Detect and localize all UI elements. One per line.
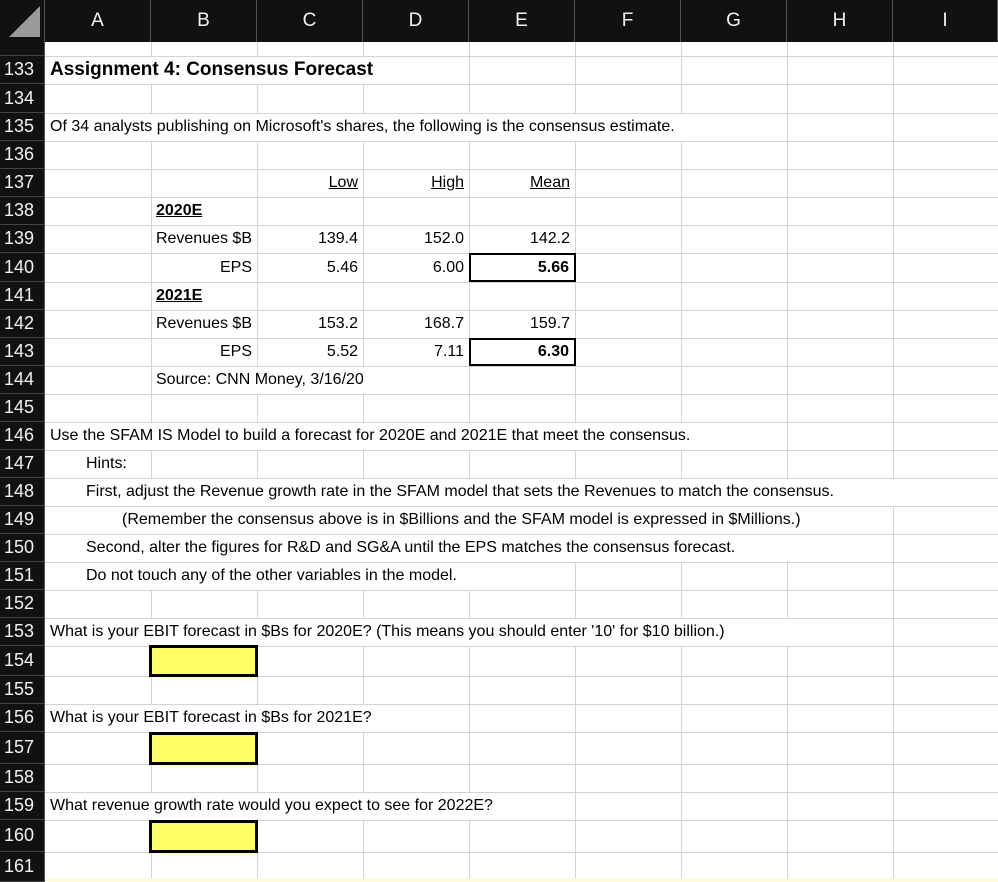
row-header-143[interactable]: 143 xyxy=(0,338,45,366)
row-header-153[interactable]: 153 xyxy=(0,618,45,646)
header-high: High xyxy=(431,174,464,191)
column-header-h[interactable]: H xyxy=(787,0,893,42)
hint-warning: Do not touch any of the other variables in the model. xyxy=(86,567,457,584)
row-header-148[interactable]: 148 xyxy=(0,478,45,506)
revenue-mean-2020[interactable]: 142.2 xyxy=(529,230,570,247)
gridline xyxy=(893,42,894,882)
answer-cell-ebit-2020[interactable] xyxy=(149,645,258,677)
select-all-triangle-icon xyxy=(0,0,45,42)
revenue-mean-2021[interactable]: 159.7 xyxy=(529,315,570,332)
row-header-152[interactable]: 152 xyxy=(0,590,45,618)
row-header-155[interactable]: 155 xyxy=(0,676,45,704)
hint-note: (Remember the consensus above is in $Billions and the SFAM model is expressed in $Millions.) xyxy=(122,511,801,528)
column-header-c[interactable]: C xyxy=(257,0,363,42)
gridline xyxy=(363,42,364,882)
gridline xyxy=(787,42,788,882)
column-header-a[interactable]: A xyxy=(45,0,151,42)
eps-low-2021[interactable]: 5.52 xyxy=(326,343,358,360)
column-header-d[interactable]: D xyxy=(363,0,469,42)
row-header-134[interactable]: 134 xyxy=(0,84,45,113)
eps-label: EPS xyxy=(219,343,252,360)
row-header-159[interactable]: 159 xyxy=(0,792,45,820)
row-header-141[interactable]: 141 xyxy=(0,282,45,310)
row-header-149[interactable]: 149 xyxy=(0,506,45,534)
hints-label: Hints: xyxy=(86,455,127,472)
revenue-label: Revenues $B xyxy=(155,315,252,332)
row-header-151[interactable]: 151 xyxy=(0,562,45,590)
row-header-136[interactable]: 136 xyxy=(0,141,45,169)
row-header-146[interactable]: 146 xyxy=(0,422,45,450)
row-header-161[interactable]: 161 xyxy=(0,852,45,882)
row-header-135[interactable]: 135 xyxy=(0,113,45,141)
gridline xyxy=(469,42,470,882)
gridline xyxy=(45,141,998,142)
revenue-high-2020[interactable]: 152.0 xyxy=(423,230,464,247)
instruction-line: Use the SFAM IS Model to build a forecast for 2020E and 2021E that meet the consensus. xyxy=(50,427,691,444)
revenue-high-2021[interactable]: 168.7 xyxy=(423,315,464,332)
eps-label: EPS xyxy=(219,258,252,276)
row-header-157[interactable]: 157 xyxy=(0,732,45,764)
eps-mean-2021[interactable]: 6.30 xyxy=(469,338,576,366)
gridline xyxy=(45,450,998,451)
row-header-138[interactable]: 138 xyxy=(0,197,45,225)
row-header-142[interactable]: 142 xyxy=(0,310,45,338)
eps-high-2020[interactable]: 6.00 xyxy=(432,258,464,276)
header-mean: Mean xyxy=(529,174,570,191)
column-header-i[interactable]: I xyxy=(893,0,998,42)
column-header-e[interactable]: E xyxy=(469,0,575,42)
gridline xyxy=(45,84,998,85)
question-3: What revenue growth rate would you expect to see for 2022E? xyxy=(50,797,493,814)
revenue-low-2021[interactable]: 153.2 xyxy=(317,315,358,332)
gridline xyxy=(45,394,998,395)
column-header-b[interactable]: B xyxy=(151,0,257,42)
row-header-147[interactable]: 147 xyxy=(0,450,45,478)
gridline xyxy=(575,42,576,882)
year-2021e-label: 2021E xyxy=(156,287,203,304)
eps-high-2021[interactable]: 7.11 xyxy=(434,343,464,360)
row-header-154[interactable]: 154 xyxy=(0,646,45,676)
row-header-156[interactable]: 156 xyxy=(0,704,45,732)
revenue-label: Revenues $B xyxy=(155,230,252,247)
column-header-g[interactable]: G xyxy=(681,0,787,42)
source-note: Source: CNN Money, 3/16/20 xyxy=(156,371,364,388)
row-header-133[interactable]: 133 xyxy=(0,56,45,84)
scroll-edge xyxy=(45,878,998,882)
row-header-158[interactable]: 158 xyxy=(0,764,45,792)
eps-low-2020[interactable]: 5.46 xyxy=(326,258,358,276)
row-header-160[interactable]: 160 xyxy=(0,820,45,852)
header-low: Low xyxy=(328,174,358,191)
row-header-144[interactable]: 144 xyxy=(0,366,45,394)
select-all-corner[interactable] xyxy=(0,0,45,42)
hint-eps: Second, alter the figures for R&D and SG&A until the EPS matches the consensus forecast. xyxy=(86,539,736,556)
row-header-145[interactable]: 145 xyxy=(0,394,45,422)
row-header-140[interactable]: 140 xyxy=(0,253,45,282)
gridline xyxy=(681,42,682,882)
gridline xyxy=(45,590,998,591)
eps-mean-2020[interactable]: 5.66 xyxy=(469,253,576,282)
column-header-f[interactable]: F xyxy=(575,0,681,42)
row-header-137[interactable]: 137 xyxy=(0,169,45,197)
revenue-low-2020[interactable]: 139.4 xyxy=(317,230,358,247)
row-header-139[interactable]: 139 xyxy=(0,225,45,253)
hint-revenue: First, adjust the Revenue growth rate in the SFAM model that sets the Revenues to match the consensus. xyxy=(86,483,834,500)
year-2020e-label: 2020E xyxy=(156,202,203,219)
answer-cell-growth-2022[interactable] xyxy=(149,820,258,853)
row-header-partial xyxy=(0,42,45,56)
question-1: What is your EBIT forecast in $Bs for 2020E? (This means you should enter '10' for $10 billion.) xyxy=(50,623,725,640)
question-2: What is your EBIT forecast in $Bs for 2021E? xyxy=(50,709,372,726)
page-title: Assignment 4: Consensus Forecast xyxy=(50,59,374,80)
row-header-150[interactable]: 150 xyxy=(0,534,45,562)
intro-text: Of 34 analysts publishing on Microsoft's shares, the following is the consensus estimate. xyxy=(50,118,675,135)
answer-cell-ebit-2021[interactable] xyxy=(149,732,258,765)
